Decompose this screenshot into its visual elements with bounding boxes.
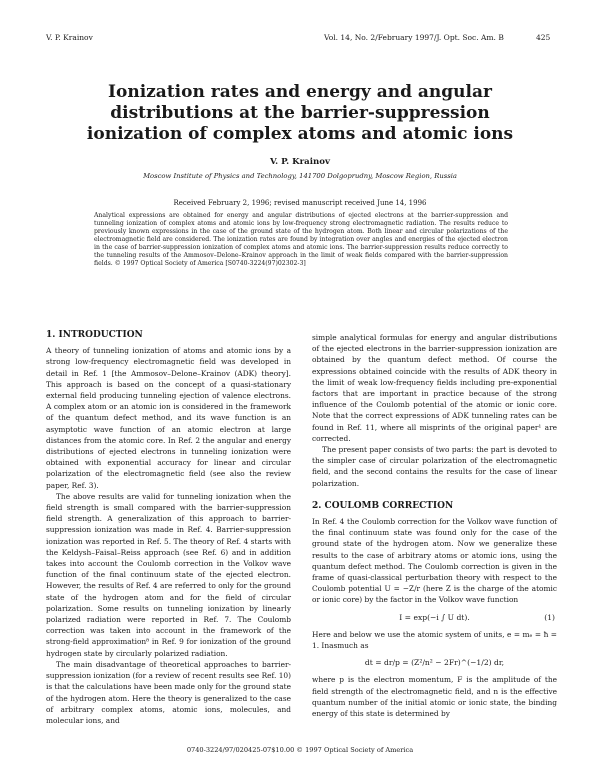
intro-paragraph-1: A theory of tunneling ionization of atoms and atomic ions by a strong low-frequency electromagnetic field was developed in detail in Ref. 1 [the Ammosov–Delone–Krainov (ADK) theory]. This approach is based on the concept of a quasi-stationary external field producing tunneling ejection of valence electrons. A complex atom or an atomic ion is considered in the framework of the quantum defect method, and its wave function is an asymptotic wave function of an atomic electron at large distances from the atomic core. In Ref. 2 the angular and energy distributions of ejected electrons in tunneling ionization were obtained with exponential accuracy for linear and circular polarization of the electromagnetic field (see also the review paper, Ref. 3). <box>46 346 291 490</box>
coulomb-paragraph-1: In Ref. 4 the Coulomb correction for the Volkov wave function of the final continuum state was found only for the case of the ground state of the hydrogen atom. Now we generalize these results to the case of arbitrary atoms or atomic ions, using the quantum defect method. The Coulomb correction is given in the frame of quasi-classical perturbation theory with respect to the Coulomb potential U = −Z/r (here Z is the charge of the atomic or ionic core) by the factor in the Volkov wave function <box>312 517 557 605</box>
intro-paragraph-2: The above results are valid for tunneling ionization when the field strength is small compared with the barrier-suppression field strength. A generalization of this approach to barrier-suppression ionization was made in Ref. 4. Barrier-suppression ionization was reported in Ref. 5. The theory of Ref. 4 starts with the Keldysh–Faisal–Reiss approach (see Ref. 6) and in addition takes into account the Coulomb correction in the Volkov wave function of the final continuum state of the ejected electron. However, the results of Ref. 4 are referred to only for the ground state of the hydrogen atom and for the field of circular polarization. Some results on tunneling ionization by linearly polarized radiation were reported in Ref. 7. The Coulomb correction was taken into account in the framework of the strong-field approximation⁸ in Ref. 9 for ionization of the ground hydrogen state by circularly polarized radiation. <box>46 491 291 658</box>
equation-2-body: dt = dr/p = (Z²/n² − 2Fr)^(−1/2) dr, <box>364 658 505 668</box>
received-dates: Received February 2, 1996; revised manuscript received June 14, 1996 <box>173 199 427 207</box>
right-paragraph-2: The present paper consists of two parts: the part is devoted to the simpler case of circular polarization of the electromagnetic field, and the second contains the results for the case of linear polarization. <box>312 445 557 488</box>
running-head-author: V. P. Krainov <box>46 33 93 42</box>
section-heading-introduction: 1. INTRODUCTION <box>46 330 143 340</box>
page-footer: 0740-3224/97/020425-07$10.00 © 1997 Optical Society of America <box>186 746 414 754</box>
section-heading-coulomb: 2. COULOMB CORRECTION <box>312 500 454 511</box>
right-column <box>312 332 557 719</box>
equation-2 <box>312 657 557 668</box>
abstract: Analytical expressions are obtained for energy and angular distributions of ejected electrons at the barrier-suppression and tunneling ionization of complex atoms and atomic ions by low-frequency strong electromagnetic radiation. The results reduce to previously known expressions in the case of the ground state of the hydrogen atom. Both linear and circular polarizations of the electromagnetic field are considered. The ionization rates are found by integration over angles and energies of the ejected electron in the case of barrier-suppression ionization of complex atoms and atomic ions. The barrier-suppression results reduce correctly to the tunneling results of the Ammosov–Delone–Krainov approach in the limit of weak fields compared with the barrier-suppression fields. © 1997 Optical Society of America [S0740-3224(97)02302-3] <box>94 212 508 267</box>
running-head-journal: Vol. 14, No. 2/February 1997/J. Opt. Soc. Am. B <box>324 33 504 42</box>
coulomb-paragraph-2: Here and below we use the atomic system of units, e = mₑ = ħ = 1. Inasmuch as <box>312 629 557 651</box>
author-name: V. P. Krainov <box>270 157 330 167</box>
equation-1-number: (1) <box>544 612 555 622</box>
equation-1 <box>312 612 557 623</box>
intro-paragraph-3: The main disadvantage of theoretical approaches to barrier-suppression ionization (for a review of recent results see Ref. 10) is that the calculations have been made only for the ground state of the hydrogen atom. Here the theory is generalized to the case of arbitrary complex atoms, atomic ions, molecules, and molecular ions, and <box>46 659 292 725</box>
left-column <box>46 330 291 726</box>
page-number: 425 <box>536 33 551 42</box>
right-paragraph-1: simple analytical formulas for energy and angular distributions of the ejected electrons in the barrier-suppression ionization are obtained by the quantum defect method. Of course the expressions obtained coincide with the results of ADK theory in the limit of weak low-frequency fields including pre-exponential factors that are important in practice because of the strong influence of the Coulomb potential of the atomic or ionic core. Note that the correct expressions of ADK tunneling rates can be found in Ref. 11, where all misprints of the original paper¹ are corrected. <box>312 333 557 443</box>
paper-title: Ionization rates and energy and angular distributions at the barrier-suppression ionization of complex atoms and atomic ions <box>86 82 514 144</box>
equation-1-body: I = exp(−i ∫ U dt). <box>399 612 470 622</box>
affiliation: Moscow Institute of Physics and Technology, 141700 Dolgoprudny, Moscow Region, Russia <box>143 172 457 180</box>
coulomb-paragraph-3: where p is the electron momentum, F is the amplitude of the field strength of the electromagnetic field, and n is the effective quantum number of the initial atomic or ionic state, the binding energy of this state is determined by <box>312 675 557 719</box>
